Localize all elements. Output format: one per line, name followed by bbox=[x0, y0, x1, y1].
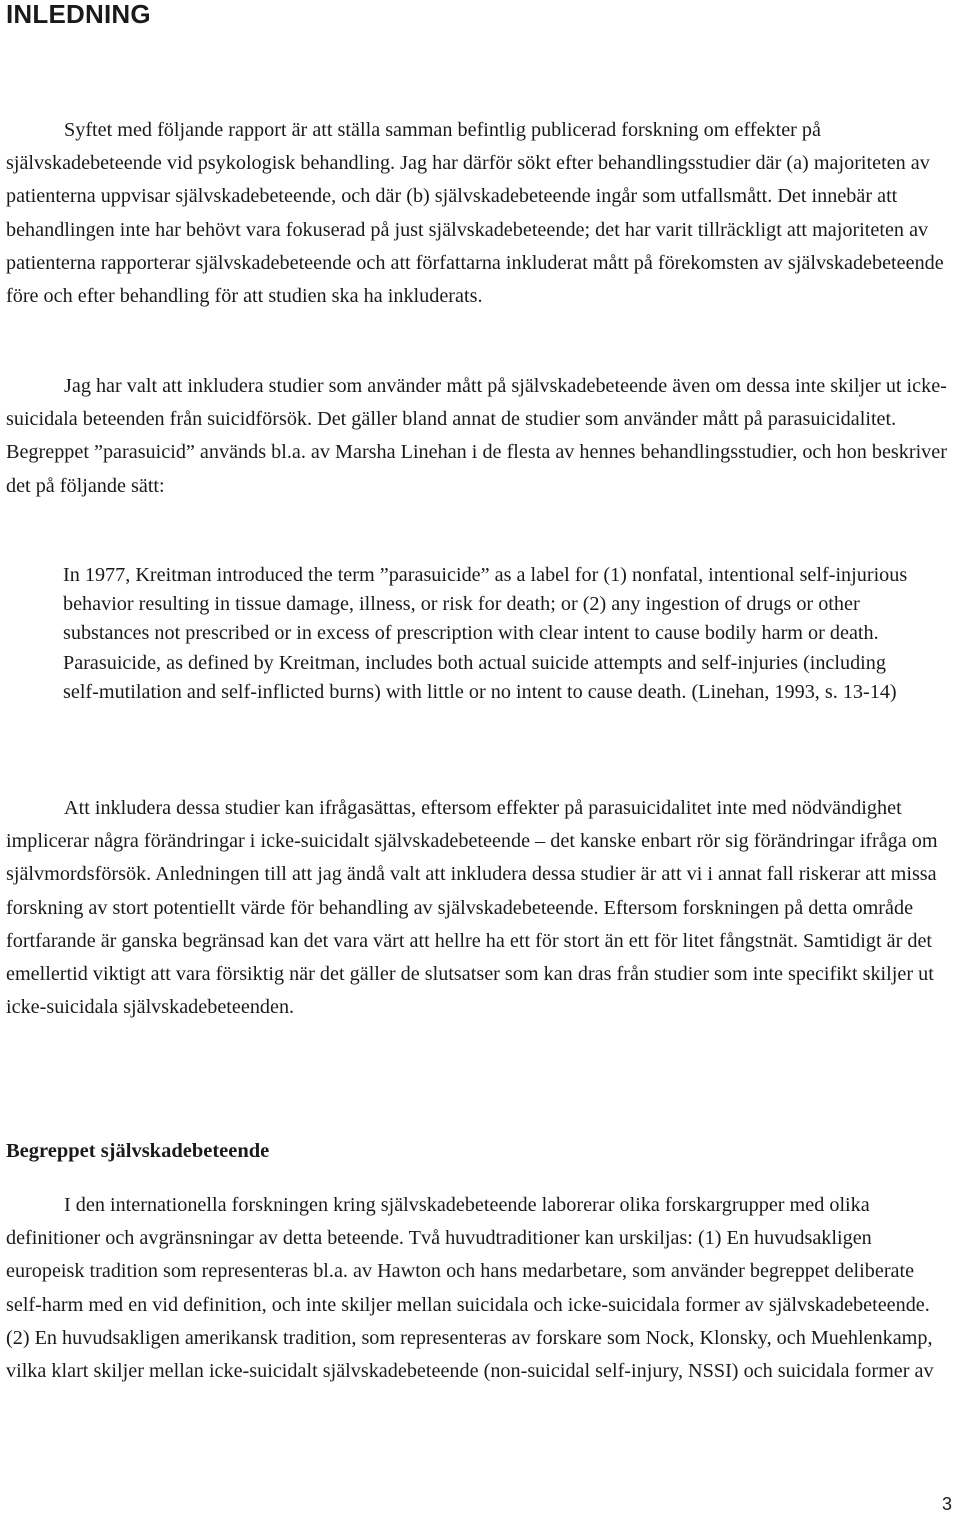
section-heading: Begreppet självskadebeteende bbox=[6, 1140, 270, 1162]
intro-paragraph-2: Jag har valt att inkludera studier som använder mått på självskadebeteende även om dessa inte skiljer ut icke-suicidala beteenden från suicidförsök. Det gäller bland annat de studier som använder mått på parasuicidalitet. Begreppet ”parasuicid” används bl.a. av Marsha Linehan i de flesta av hennes behandlingsstudier, och hon beskriver det på följande sätt: bbox=[6, 375, 947, 497]
block-quote: In 1977, Kreitman introduced the term ”parasuicide” as a label for (1) nonfatal, intentional self-injurious behavior resulting in tissue damage, illness, or risk for death; or (2) any ingestion of drugs or other substances not prescribed or in excess of prescription with clear intent to cause bodily harm or death. Parasuicide, as defined by Kreitman, includes both actual suicide attempts and self-injuries (including self-mutilation and self-inflicted burns) with little or no intent to cause death. (Linehan, 1993, s. 13-14) bbox=[63, 564, 908, 703]
definition-paragraph: I den internationella forskningen kring självskadebeteende laborerar olika forskargrupper med olika definitioner och avgränsningar av detta beteende. Två huvudtraditioner kan urskiljas: (1) En huvudsakligen europeisk tradition som representeras bl.a. av Hawton och hans medarbetare, som använder begreppet deliberate self-harm med en vid definition, och inte skiljer mellan suicidala och icke-suicidala former av självskadebeteende. (2) En huvudsakligen amerikansk tradition, som representeras av forskare som Nock, Klonsky, och Muehlenkamp, vilka klart skiljer mellan icke-suicidalt självskadebeteende (non-suicidal self-injury, NSSI) och suicidala former av bbox=[6, 1194, 934, 1383]
page-number: 3 bbox=[941, 1494, 952, 1514]
chapter-heading: INLEDNING bbox=[6, 0, 151, 29]
discussion-paragraph: Att inkludera dessa studier kan ifrågasättas, eftersom effekter på parasuicidalitet inte med nödvändighet implicerar några förändringar i icke-suicidalt självskadebeteende – det kanske enbart rör sig förändringar ifråga om självmordsförsök. Anledningen till att jag ändå valt att inkludera dessa studier är att vi i annat fall riskerar att missa forskning av stort potentiellt värde för behandling av självskadebeteende. Eftersom forskningen på detta område fortfarande är ganska begränsad kan det vara värt att hellre ha ett för stort än ett för litet fångstnät. Samtidigt är det emellertid viktigt att vara försiktig när det gäller de slutsatser som kan dras från studier som inte specifikt skiljer ut icke-suicidala självskadebeteenden. bbox=[6, 797, 938, 1019]
intro-paragraph-1: Syftet med följande rapport är att ställa samman befintlig publicerad forskning om effekter på självskadebeteende vid psykologisk behandling. Jag har därför sökt efter behandlingsstudier där (a) majoriteten av patienterna uppvisar självskadebeteende, och där (b) självskadebeteende ingår som utfallsmått. Det innebär att behandlingen inte har behövt vara fokuserad på just självskadebeteende; det har varit tillräckligt att majoriteten av patienterna rapporterar självskadebeteende och att författarna inkluderat mått på förekomsten av självskadebeteende före och efter behandling för att studien ska ha inkluderats. bbox=[6, 119, 944, 308]
